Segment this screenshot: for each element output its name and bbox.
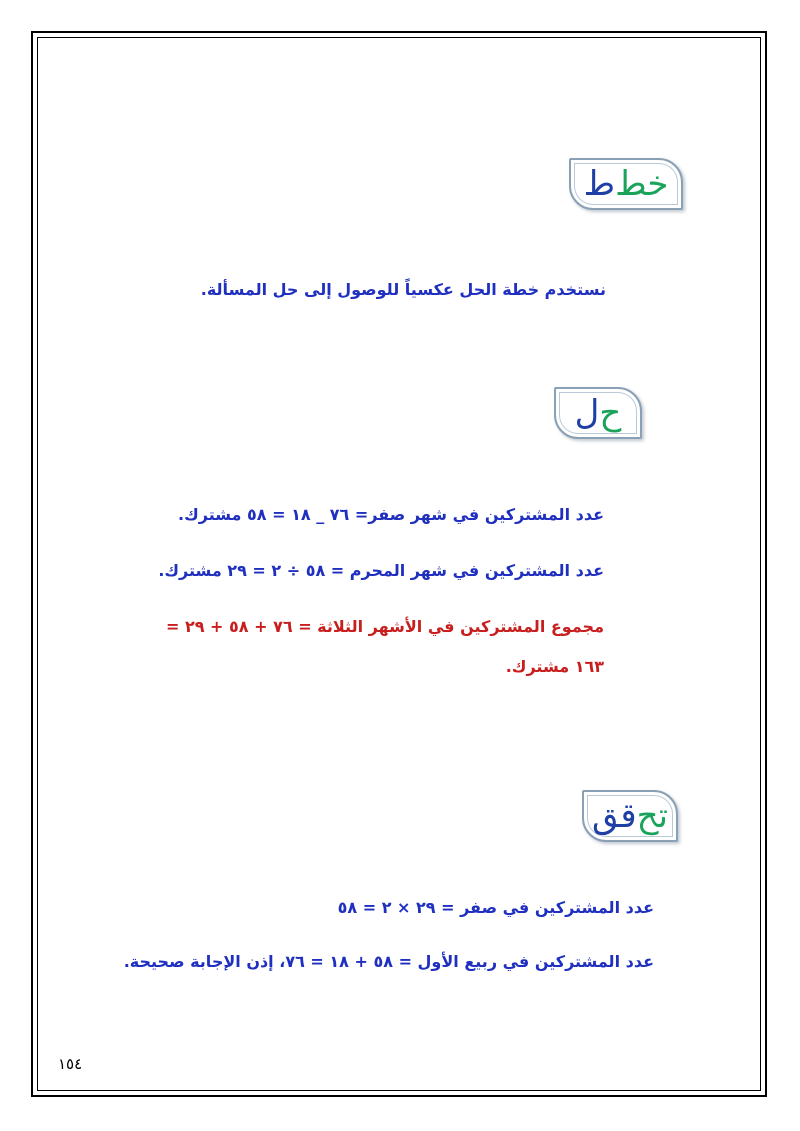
page-number: ١٥٤ [58,1055,83,1073]
plan-text: نستخدم خطة الحل عكسياً للوصول إلى حل المسألة. [200,280,606,299]
solve-label-part1: ح [599,393,622,433]
solution-line-1: عدد المشتركين في شهر صفر= ٧٦ _ ١٨ = ٥٨ مشترك. [178,505,604,524]
check-label [582,790,678,842]
solution-line-3: مجموع المشتركين في الأشهر الثلاثة = ٧٦ + ٥٨ + ٢٩ = [165,617,604,636]
solution-line-2: عدد المشتركين في شهر المحرم = ٥٨ ÷ ٢ = ٢٩ مشترك. [158,561,604,580]
solve-label-part2: ل [574,393,600,433]
check-label-part2: قق [591,796,637,836]
solution-line-4: ١٦٣ مشترك. [505,657,604,676]
plan-label [569,158,683,210]
plan-label-part2: ط [583,164,616,204]
check-label-part1: تح [636,796,669,836]
check-line-1: عدد المشتركين في صفر = ٢٩ × ٢ = ٥٨ [337,898,654,917]
check-line-2: عدد المشتركين في ربيع الأول = ٥٨ + ١٨ = ٧٦، إذن الإجابة صحيحة. [123,952,654,971]
solve-label [554,387,642,439]
plan-label-part1: خط [615,164,669,204]
